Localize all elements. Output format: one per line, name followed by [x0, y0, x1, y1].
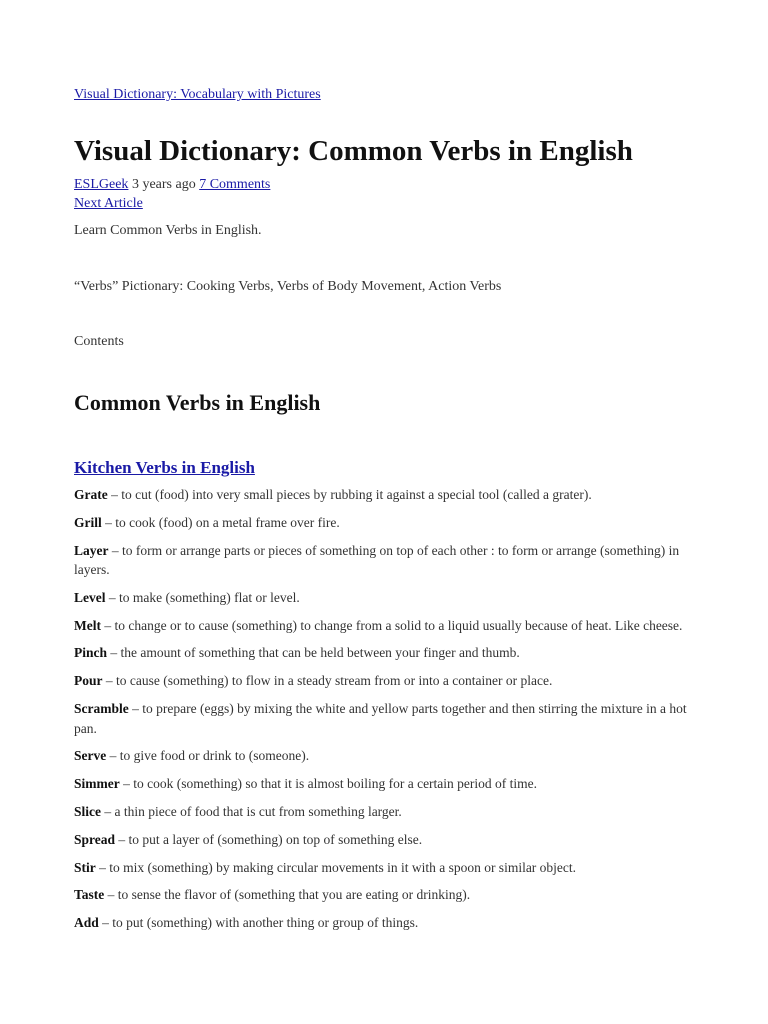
verb-list	[74, 485, 698, 941]
verb-definition: – to give food or drink to (someone).	[106, 748, 310, 764]
list-item	[74, 913, 698, 933]
list-item	[74, 699, 698, 738]
list-item	[74, 885, 698, 905]
verb-term: Slice	[74, 803, 101, 819]
pictionary-text: “Verbs” Pictionary: Cooking Verbs, Verbs of Body Movement, Action Verbs	[74, 279, 502, 294]
verb-definition: – to form or arrange parts or pieces of something on top of each other : to form or arrange (something) in layers.	[74, 542, 680, 578]
list-item	[74, 774, 698, 794]
list-item	[74, 746, 698, 766]
verb-definition: – to cook (food) on a metal frame over fire.	[101, 514, 340, 530]
verb-term: Pinch	[74, 645, 108, 661]
verb-term: Grate	[74, 487, 108, 502]
verb-term: Serve	[74, 748, 107, 764]
list-item	[74, 513, 698, 533]
verb-definition: – to put a layer of (something) on top of something else.	[115, 831, 423, 847]
verb-term: Taste	[74, 887, 105, 903]
author-link[interactable]: ESLGeek	[74, 177, 129, 192]
verb-definition: – to mix (something) by making circular movements in it with a spoon or similar object.	[95, 859, 577, 875]
verb-definition: – a thin piece of food that is cut from something larger.	[101, 803, 402, 819]
list-item	[74, 616, 698, 636]
verb-term: Stir	[74, 859, 96, 875]
verb-definition: – to cut (food) into very small pieces by rubbing it against a special tool (called a grater).	[107, 487, 592, 502]
next-article-link[interactable]: Next Article	[74, 196, 143, 211]
verb-definition: – to prepare (eggs) by mixing the white and yellow parts together and then stirring the mixture in a hot pan.	[74, 701, 687, 736]
verb-definition: – to make (something) flat or level.	[105, 589, 300, 605]
verb-definition: – the amount of something that can be held between your finger and thumb.	[107, 645, 520, 661]
list-item	[74, 485, 698, 505]
list-item	[74, 643, 698, 663]
verb-term: Simmer	[74, 776, 120, 792]
breadcrumb-link[interactable]: Visual Dictionary: Vocabulary with Pictures	[74, 87, 321, 102]
list-item	[74, 541, 698, 580]
verb-term: Melt	[74, 617, 101, 633]
article-meta	[74, 175, 270, 213]
list-item	[74, 802, 698, 822]
kitchen-verbs-link[interactable]: Kitchen Verbs in English	[74, 458, 255, 477]
post-age: 3 years ago	[131, 177, 196, 192]
page-title: Visual Dictionary: Common Verbs in English	[74, 135, 633, 167]
table-of-contents-toggle[interactable]: Contents	[74, 334, 124, 349]
sub-heading	[74, 457, 255, 479]
verb-definition: – to put (something) with another thing or group of things.	[98, 915, 419, 931]
verb-term: Grill	[74, 514, 102, 530]
verb-term: Level	[74, 589, 106, 605]
verb-term: Pour	[74, 673, 103, 689]
verb-term: Scramble	[74, 701, 129, 717]
list-item	[74, 671, 698, 691]
section-heading: Common Verbs in English	[74, 390, 321, 415]
verb-term: Spread	[74, 831, 116, 847]
intro-text: Learn Common Verbs in English.	[74, 223, 262, 238]
verb-definition: – to cause (something) to flow in a steady stream from or into a container or place.	[102, 673, 553, 689]
list-item	[74, 858, 698, 878]
list-item	[74, 588, 698, 608]
comments-link[interactable]: 7 Comments	[199, 177, 271, 192]
verb-term: Layer	[74, 542, 109, 558]
verb-definition: – to change or to cause (something) to change from a solid to a liquid usually because of heat. Like cheese.	[100, 617, 683, 633]
list-item	[74, 830, 698, 850]
verb-definition: – to sense the flavor of (something that you are eating or drinking).	[104, 887, 471, 903]
verb-definition: – to cook (something) so that it is almost boiling for a certain period of time.	[119, 776, 538, 792]
verb-term: Add	[74, 915, 99, 931]
